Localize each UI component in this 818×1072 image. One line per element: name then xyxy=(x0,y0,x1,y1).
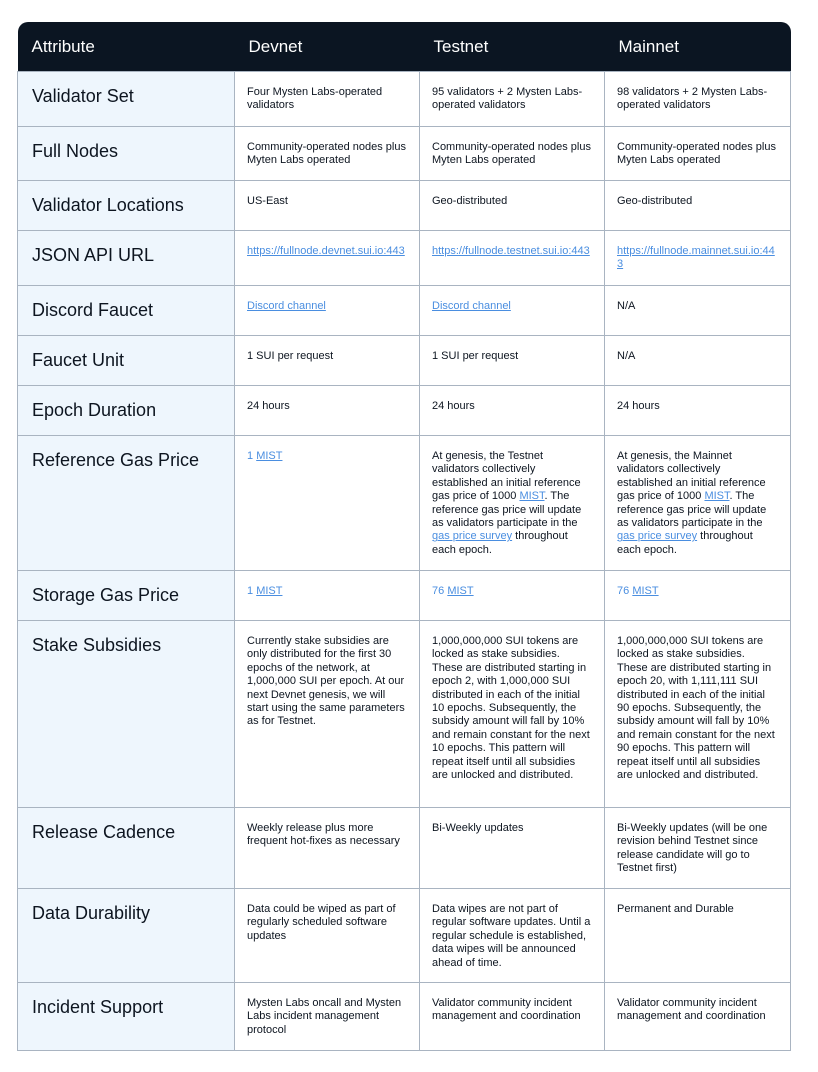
row-full-nodes xyxy=(18,127,791,181)
mainnet-cell xyxy=(605,181,791,231)
devnet-cell xyxy=(235,621,420,808)
attribute-cell xyxy=(18,889,235,983)
mainnet-cell xyxy=(605,72,791,127)
cell-text: 24 hours xyxy=(617,400,660,412)
attribute-cell xyxy=(18,386,235,436)
row-data-durability xyxy=(18,889,791,983)
cell-text: throughout each epoch. xyxy=(432,530,568,556)
devnet-cell xyxy=(235,72,420,127)
mainnet-cell xyxy=(605,621,791,808)
attribute-label: Validator Set xyxy=(32,86,134,106)
attribute-cell xyxy=(18,808,235,889)
attribute-label: Validator Locations xyxy=(32,195,184,215)
cell-text: At genesis, the Testnet validators collectively established an initial reference gas price of 1000 xyxy=(432,450,581,503)
devnet-cell xyxy=(235,889,420,983)
devnet-cell xyxy=(235,571,420,621)
gas-price-survey-link[interactable]: gas price survey xyxy=(432,530,513,543)
devnet-cell xyxy=(235,286,420,336)
attribute-label: Discord Faucet xyxy=(32,300,154,320)
header-testnet: Testnet xyxy=(420,22,605,72)
cell-text: N/A xyxy=(617,300,636,312)
devnet-cell xyxy=(235,386,420,436)
cell-text: US-East xyxy=(247,195,288,207)
mist-link[interactable]: MIST xyxy=(519,490,545,503)
mainnet-cell xyxy=(605,808,791,889)
mist-link[interactable]: MIST xyxy=(704,490,730,503)
devnet-cell xyxy=(235,127,420,181)
header-row xyxy=(18,22,791,72)
attribute-label: Release Cadence xyxy=(32,822,176,842)
attribute-cell xyxy=(18,336,235,386)
cell-text: 1 SUI per request xyxy=(432,350,519,362)
devnet-cell xyxy=(235,231,420,286)
mist-link[interactable]: MIST xyxy=(256,585,283,597)
testnet-cell xyxy=(420,72,605,127)
attribute-cell xyxy=(18,571,235,621)
gas-price-value: 76 xyxy=(432,585,445,597)
cell-text: throughout each epoch. xyxy=(617,530,753,556)
cell-text: Four Mysten Labs-operated validators xyxy=(247,86,383,112)
cell-text: 98 validators + 2 Mysten Labs-operated validators xyxy=(617,86,768,112)
network-comparison-table xyxy=(17,22,791,1051)
mainnet-cell xyxy=(605,436,791,571)
row-stake-subsidies xyxy=(18,621,791,808)
testnet-cell xyxy=(420,571,605,621)
testnet-discord-channel-link[interactable]: Discord channel xyxy=(432,300,511,312)
testnet-api-url-link[interactable]: https://fullnode.testnet.sui.io:443 xyxy=(432,245,590,257)
cell-text: Community-operated nodes plus Myten Labs operated xyxy=(247,141,406,167)
cell-text: At genesis, the Mainnet validators collectively established an initial reference gas price of 1000 xyxy=(617,450,766,503)
devnet-cell xyxy=(235,436,420,571)
header-attribute: Attribute xyxy=(18,22,235,72)
testnet-cell xyxy=(420,127,605,181)
cell-text: . The reference gas price will update as validators participate in the xyxy=(432,490,582,530)
cell-text: 1 SUI per request xyxy=(247,350,334,362)
attribute-label: Stake Subsidies xyxy=(32,635,162,655)
cell-text: . The reference gas price will update as validators participate in the xyxy=(617,490,767,530)
attribute-label: Faucet Unit xyxy=(32,350,125,370)
gas-price-survey-link[interactable]: gas price survey xyxy=(617,530,698,543)
gas-price-value: 1 xyxy=(247,585,254,597)
row-storage-gas-price xyxy=(18,571,791,621)
cell-text: 24 hours xyxy=(432,400,475,412)
testnet-cell xyxy=(420,286,605,336)
devnet-cell xyxy=(235,336,420,386)
row-validator-set xyxy=(18,72,791,127)
row-json-api-url xyxy=(18,231,791,286)
testnet-cell xyxy=(420,808,605,889)
cell-text: Permanent and Durable xyxy=(617,903,734,915)
attribute-cell xyxy=(18,983,235,1051)
mainnet-cell xyxy=(605,571,791,621)
mist-link[interactable]: MIST xyxy=(632,585,659,597)
cell-text: Geo-distributed xyxy=(617,195,693,207)
testnet-cell xyxy=(420,889,605,983)
cell-text: 95 validators + 2 Mysten Labs-operated validators xyxy=(432,86,583,112)
cell-text: Bi-Weekly updates (will be one revision behind Testnet since release candidate will go to Testnet first) xyxy=(617,822,768,875)
attribute-label: Epoch Duration xyxy=(32,400,157,420)
row-validator-locations xyxy=(18,181,791,231)
attribute-label: Data Durability xyxy=(32,903,151,923)
mainnet-cell xyxy=(605,231,791,286)
cell-text: Community-operated nodes plus Myten Labs operated xyxy=(432,141,591,167)
row-release-cadence xyxy=(18,808,791,889)
mainnet-cell xyxy=(605,336,791,386)
cell-text: Weekly release plus more frequent hot-fixes as necessary xyxy=(247,822,400,848)
cell-text: Validator community incident management and coordination xyxy=(432,997,581,1023)
network-comparison-table-wrapper xyxy=(17,22,790,1051)
mainnet-cell xyxy=(605,386,791,436)
devnet-discord-channel-link[interactable]: Discord channel xyxy=(247,300,326,312)
testnet-cell xyxy=(420,436,605,571)
header-devnet: Devnet xyxy=(235,22,420,72)
devnet-cell xyxy=(235,181,420,231)
testnet-cell xyxy=(420,386,605,436)
header-mainnet: Mainnet xyxy=(605,22,791,72)
cell-text: Bi-Weekly updates xyxy=(432,822,524,834)
attribute-label: JSON API URL xyxy=(32,245,155,265)
attribute-label: Full Nodes xyxy=(32,141,119,161)
cell-text: Community-operated nodes plus Myten Labs operated xyxy=(617,141,776,167)
testnet-cell xyxy=(420,621,605,808)
attribute-label: Incident Support xyxy=(32,997,164,1017)
cell-text: 24 hours xyxy=(247,400,290,412)
cell-text: Currently stake subsidies are only distributed for the first 30 epochs of the network, at 1,000,000 SUI per epoch. At our next Devnet genesis, we will start using the same parameters as for Testnet. xyxy=(247,635,405,728)
gas-price-value: 76 xyxy=(617,585,630,597)
cell-text: N/A xyxy=(617,350,636,362)
devnet-cell xyxy=(235,983,420,1051)
row-incident-support xyxy=(18,983,791,1051)
testnet-cell xyxy=(420,983,605,1051)
attribute-label: Storage Gas Price xyxy=(32,585,180,605)
cell-text: Data could be wiped as part of regularly scheduled software updates xyxy=(247,903,396,942)
attribute-cell xyxy=(18,286,235,336)
table-body xyxy=(18,72,791,1051)
testnet-cell xyxy=(420,231,605,286)
mainnet-api-url-link[interactable]: https://fullnode.mainnet.sui.io:443 xyxy=(617,245,775,271)
mainnet-cell xyxy=(605,286,791,336)
attribute-cell xyxy=(18,127,235,181)
cell-text: 1,000,000,000 SUI tokens are locked as stake subsidies. These are distributed starting in epoch 2, with 1,000,000 SUI distributed in each of the initial 10 epochs. Subsequently, the subsidy amount will fall by 10% and remain constant for the next 10 epochs. This pattern will repeat itself until all subsidies are unlocked and distributed. xyxy=(432,635,590,782)
cell-text: Data wipes are not part of regular software updates. Until a regular schedule is established, data wipes will be announced ahead of time. xyxy=(432,903,591,969)
table-header xyxy=(18,22,791,72)
row-reference-gas-price xyxy=(18,436,791,571)
attribute-cell xyxy=(18,231,235,286)
attribute-label: Reference Gas Price xyxy=(32,450,200,470)
row-discord-faucet xyxy=(18,286,791,336)
mist-link[interactable]: MIST xyxy=(447,585,474,597)
attribute-cell xyxy=(18,621,235,808)
mist-link[interactable]: MIST xyxy=(256,450,283,462)
attribute-cell xyxy=(18,181,235,231)
cell-text: Geo-distributed xyxy=(432,195,508,207)
attribute-cell xyxy=(18,436,235,571)
testnet-cell xyxy=(420,181,605,231)
devnet-cell xyxy=(235,808,420,889)
row-faucet-unit xyxy=(18,336,791,386)
attribute-cell xyxy=(18,72,235,127)
mainnet-cell xyxy=(605,127,791,181)
row-epoch-duration xyxy=(18,386,791,436)
mainnet-cell xyxy=(605,983,791,1051)
devnet-api-url-link[interactable]: https://fullnode.devnet.sui.io:443 xyxy=(247,245,405,257)
testnet-cell xyxy=(420,336,605,386)
gas-price-value: 1 xyxy=(247,450,254,462)
mainnet-cell xyxy=(605,889,791,983)
cell-text: 1,000,000,000 SUI tokens are locked as stake subsidies. These are distributed starting in epoch 20, with 1,111,111 SUI distributed in each of the initial 90 epochs. Subsequently, the subsidy amount will fall by 10% and remain constant for the next 90 epochs. This pattern will repeat itself until all subsidies are unlocked and distributed. xyxy=(617,635,775,782)
cell-text: Mysten Labs oncall and Mysten Labs incident management protocol xyxy=(247,997,402,1036)
cell-text: Validator community incident management and coordination xyxy=(617,997,766,1023)
